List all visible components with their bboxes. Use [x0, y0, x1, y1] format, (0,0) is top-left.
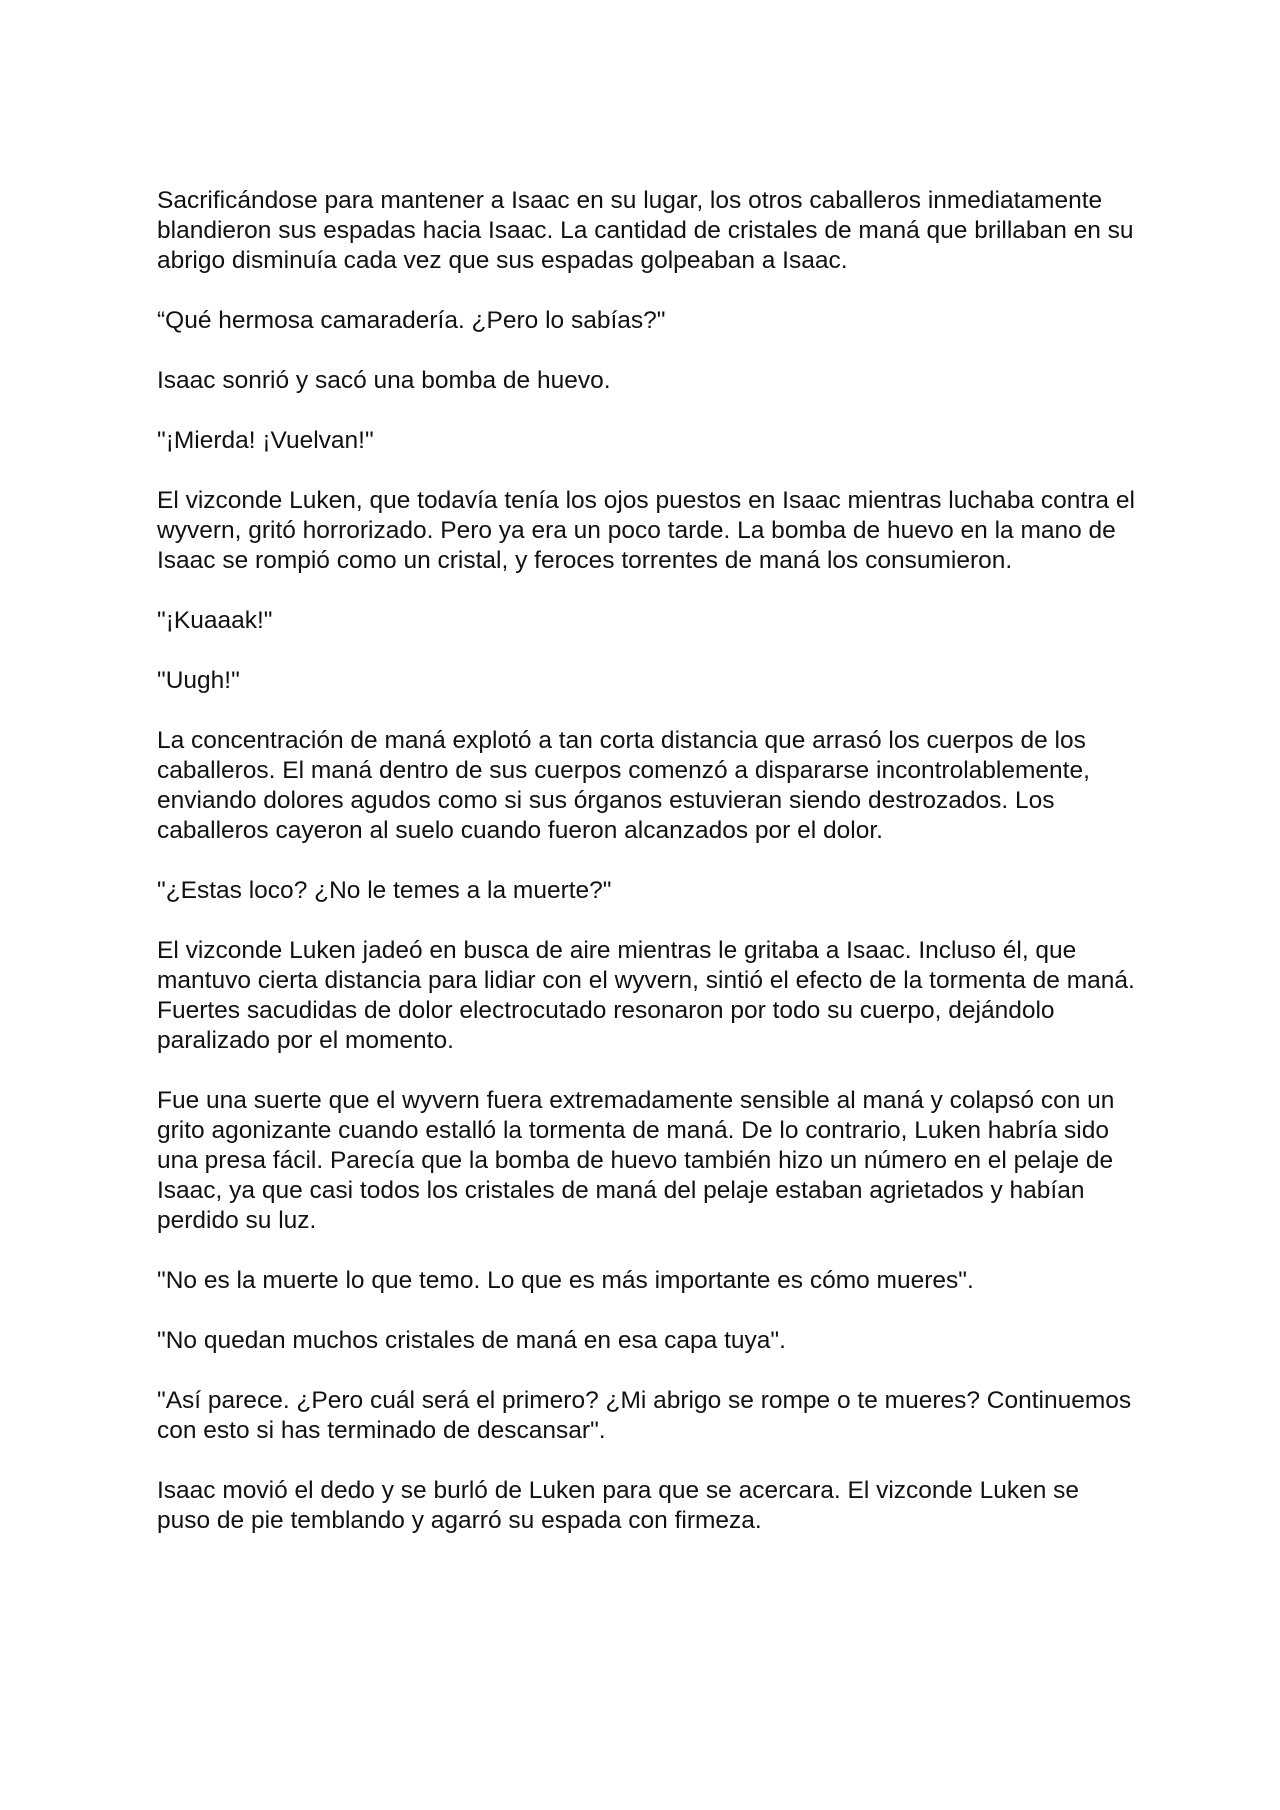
paragraph-9: "¿Estas loco? ¿No le temes a la muerte?": [157, 877, 612, 904]
paragraph-15: Isaac movió el dedo y se burló de Luken para que se acercara. El vizconde Luken se puso de pie temblando y agarró su espada con firmeza.: [157, 1477, 1080, 1534]
paragraph-7: "Uugh!": [157, 667, 240, 694]
document-body: [157, 186, 1137, 1536]
paragraph-12: "No es la muerte lo que temo. Lo que es más importante es cómo mueres".: [157, 1267, 974, 1294]
paragraph-11: Fue una suerte que el wyvern fuera extremadamente sensible al maná y colapsó con un grito agonizante cuando estalló la tormenta de maná. De lo contrario, Luken habría sido una presa fácil. Parecía que la bomba de huevo también hizo un número en el pelaje de Isaac, ya que casi todos los cristales de maná del pelaje estaban agrietados y habían perdido su luz.: [157, 1087, 1115, 1234]
paragraph-5: El vizconde Luken, que todavía tenía los ojos puestos en Isaac mientras luchaba contra el wyvern, gritó horrorizado. Pero ya era un poco tarde. La bomba de huevo en la mano de Isaac se rompió como un cristal, y feroces torrentes de maná los consumieron.: [157, 487, 1135, 574]
paragraph-14: "Así parece. ¿Pero cuál será el primero? ¿Mi abrigo se rompe o te mueres? Continuemos con esto si has terminado de descansar".: [157, 1387, 1132, 1444]
paragraph-2: “Qué hermosa camaradería. ¿Pero lo sabías?": [157, 307, 666, 334]
paragraph-8: La concentración de maná explotó a tan corta distancia que arrasó los cuerpos de los caballeros. El maná dentro de sus cuerpos comenzó a dispararse incontrolablemente, enviando dolores agudos como si sus órganos estuvieran siendo destrozados. Los caballeros cayeron al suelo cuando fueron alcanzados por el dolor.: [157, 727, 1090, 844]
paragraph-3: Isaac sonrió y sacó una bomba de huevo.: [157, 367, 611, 394]
paragraph-13: "No quedan muchos cristales de maná en esa capa tuya".: [157, 1327, 786, 1354]
paragraph-4: "¡Mierda! ¡Vuelvan!": [157, 427, 374, 454]
paragraph-6: "¡Kuaaak!": [157, 607, 273, 634]
paragraph-10: El vizconde Luken jadeó en busca de aire mientras le gritaba a Isaac. Incluso él, que mantuvo cierta distancia para lidiar con el wyvern, sintió el efecto de la tormenta de maná. Fuertes sacudidas de dolor electrocutado resonaron por todo su cuerpo, dejándolo paralizado por el momento.: [157, 937, 1135, 1054]
paragraph-1: Sacrificándose para mantener a Isaac en su lugar, los otros caballeros inmediatamente blandieron sus espadas hacia Isaac. La cantidad de cristales de maná que brillaban en su abrigo disminuía cada vez que sus espadas golpeaban a Isaac.: [157, 187, 1134, 274]
